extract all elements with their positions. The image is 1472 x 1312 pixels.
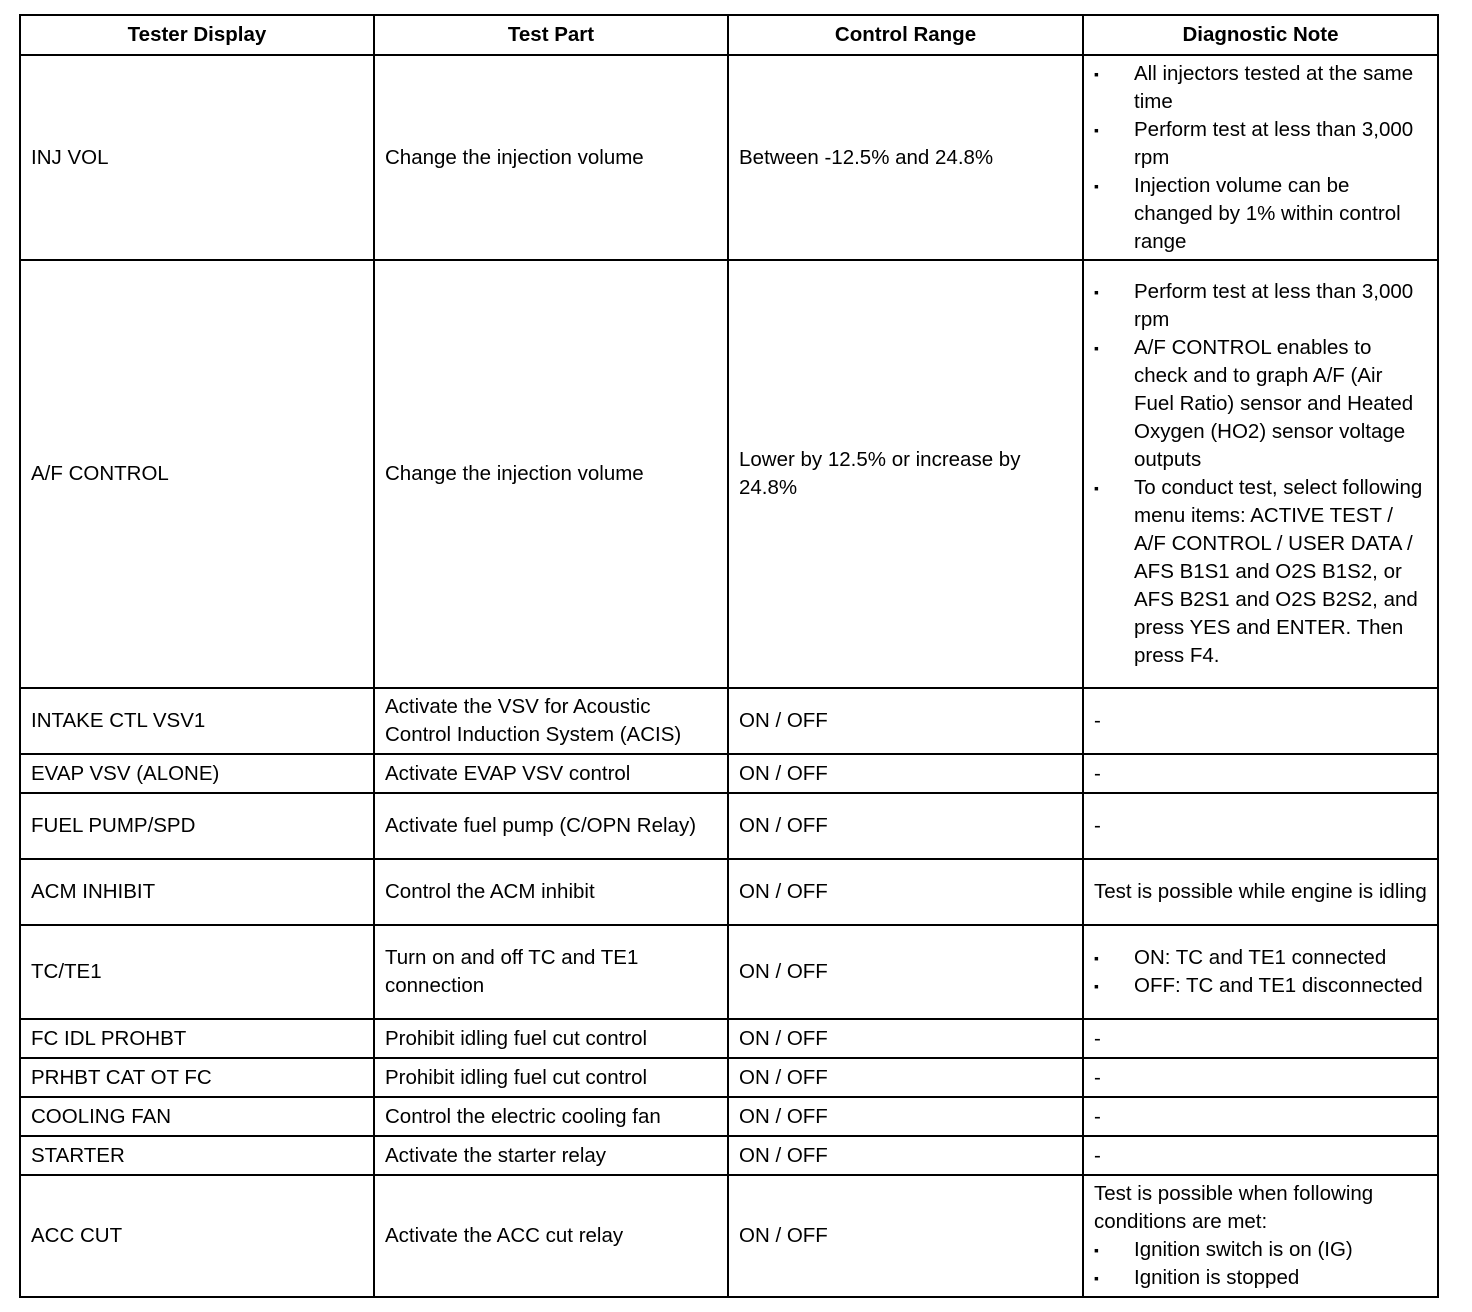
note-bullet: ▪ All injectors tested at the same time [1094,60,1427,116]
diagnostic-note-cell [1083,260,1438,688]
test-part-cell: Activate EVAP VSV control [374,754,728,793]
table-row [20,1097,1438,1136]
test-part-cell: Prohibit idling fuel cut control [374,1019,728,1058]
tester-display-cell: TC/TE1 [20,925,374,1019]
table-row [20,925,1438,1019]
control-range-cell: Lower by 12.5% or increase by 24.8% [728,260,1083,688]
table-row [20,1136,1438,1175]
note-bullet: ▪ Ignition switch is on (IG) [1094,1236,1427,1264]
control-range-cell: ON / OFF [728,1097,1083,1136]
test-part-cell: Control the electric cooling fan [374,1097,728,1136]
tester-display-cell: COOLING FAN [20,1097,374,1136]
control-range-cell: ON / OFF [728,1175,1083,1297]
tester-display-cell: A/F CONTROL [20,260,374,688]
table-row [20,688,1438,754]
diagnostic-note-cell: Test is possible while engine is idling [1083,859,1438,925]
control-range-cell: Between -12.5% and 24.8% [728,55,1083,260]
control-range-cell: ON / OFF [728,1019,1083,1058]
tester-display-cell: PRHBT CAT OT FC [20,1058,374,1097]
note-bullet: ▪ To conduct test, select following menu items: ACTIVE TEST / A/F CONTROL / USER DATA / AFS B1S1 and O2S B1S2, or AFS B2S1 and O2S B2S2, and press YES and ENTER. Then press F4. [1094,474,1427,670]
table-row [20,260,1438,688]
table-row [20,793,1438,859]
test-part-cell: Activate the ACC cut relay [374,1175,728,1297]
test-part-cell: Change the injection volume [374,260,728,688]
test-part-cell: Activate the starter relay [374,1136,728,1175]
diagnostic-note-cell: - [1083,1019,1438,1058]
diagnostic-note-cell [1083,55,1438,260]
control-range-cell: ON / OFF [728,859,1083,925]
control-range-cell: ON / OFF [728,688,1083,754]
note-bullet: ▪ Injection volume can be changed by 1% within control range [1094,172,1427,256]
note-bullet: ▪ A/F CONTROL enables to check and to graph A/F (Air Fuel Ratio) sensor and Heated Oxygen (HO2) sensor voltage outputs [1094,334,1427,474]
tester-display-cell: INTAKE CTL VSV1 [20,688,374,754]
header-control-range: Control Range [728,15,1083,55]
table-row [20,55,1438,260]
header-tester-display: Tester Display [20,15,374,55]
note-lead-text: Test is possible when following conditions are met: [1094,1182,1374,1233]
note-bullet: ▪ OFF: TC and TE1 disconnected [1094,972,1427,1000]
table-row [20,859,1438,925]
note-bullet-list [1094,944,1427,1000]
table-header-row [20,15,1438,55]
tester-display-cell: ACM INHIBIT [20,859,374,925]
control-range-cell: ON / OFF [728,1136,1083,1175]
test-part-cell: Activate the VSV for Acoustic Control Induction System (ACIS) [374,688,728,754]
test-part-cell: Activate fuel pump (C/OPN Relay) [374,793,728,859]
header-test-part: Test Part [374,15,728,55]
diagnostic-note-cell: - [1083,793,1438,859]
tester-display-cell: ACC CUT [20,1175,374,1297]
diagnostic-note-cell: - [1083,1136,1438,1175]
table-row [20,1019,1438,1058]
tester-display-cell: FUEL PUMP/SPD [20,793,374,859]
diagnostic-note-cell: - [1083,688,1438,754]
tester-display-cell: STARTER [20,1136,374,1175]
control-range-cell: ON / OFF [728,754,1083,793]
tester-display-cell: EVAP VSV (ALONE) [20,754,374,793]
header-diagnostic-note: Diagnostic Note [1083,15,1438,55]
test-part-cell: Turn on and off TC and TE1 connection [374,925,728,1019]
test-part-cell: Prohibit idling fuel cut control [374,1058,728,1097]
diagnostic-note-cell: - [1083,1097,1438,1136]
note-bullet-list [1094,60,1427,256]
note-bullet-list [1094,278,1427,670]
diagnostic-note-cell: - [1083,1058,1438,1097]
control-range-cell: ON / OFF [728,1058,1083,1097]
test-part-cell: Change the injection volume [374,55,728,260]
tester-display-cell: FC IDL PROHBT [20,1019,374,1058]
table-row [20,1058,1438,1097]
control-range-cell: ON / OFF [728,793,1083,859]
note-bullet: ▪ Perform test at less than 3,000 rpm [1094,116,1427,172]
active-test-table [19,14,1439,1298]
diagnostic-note-cell: - [1083,754,1438,793]
table-row [20,754,1438,793]
note-bullet: ▪ ON: TC and TE1 connected [1094,944,1427,972]
tester-display-cell: INJ VOL [20,55,374,260]
note-bullet: ▪ Perform test at less than 3,000 rpm [1094,278,1427,334]
test-part-cell: Control the ACM inhibit [374,859,728,925]
diagnostic-note-cell [1083,1175,1438,1297]
note-bullet: ▪ Ignition is stopped [1094,1264,1427,1292]
table-row [20,1175,1438,1297]
diagnostic-note-cell [1083,925,1438,1019]
note-bullet-list [1094,1236,1427,1292]
control-range-cell: ON / OFF [728,925,1083,1019]
